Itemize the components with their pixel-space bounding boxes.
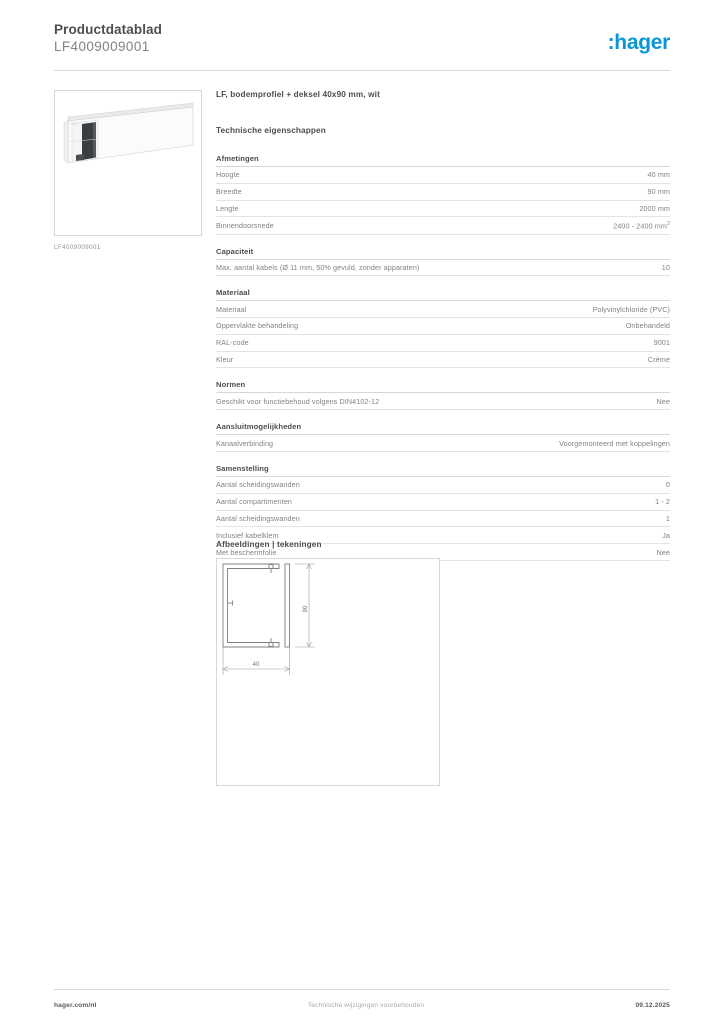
- spec-label: Breedte: [216, 187, 242, 197]
- spec-label: Binnendoorsnede: [216, 221, 274, 231]
- spec-group-list: [216, 154, 670, 561]
- spec-value: Crème: [647, 355, 670, 365]
- page-header: [54, 22, 670, 70]
- document-reference: LF4009009001: [54, 39, 150, 54]
- spec-row: [216, 393, 670, 410]
- header-divider: [54, 70, 670, 71]
- technical-drawing: [216, 558, 440, 786]
- spec-label: Inclusief kabelklem: [216, 530, 279, 540]
- spec-label: Lengte: [216, 203, 239, 213]
- page-footer: [54, 998, 670, 1012]
- spec-row: [216, 352, 670, 369]
- spec-label: Materiaal: [216, 304, 247, 314]
- spec-label: Aantal scheidingswanden: [216, 480, 300, 490]
- spec-value: 9001: [653, 338, 670, 348]
- spec-row: [216, 260, 670, 277]
- spec-group-title: Aansluitmogelijkheden: [216, 422, 670, 435]
- spec-label: Geschikt voor functiebehoud volgens DIN4102-12: [216, 396, 380, 406]
- spec-row: [216, 167, 670, 184]
- spec-value: 90 mm: [647, 187, 670, 197]
- footer-divider: [54, 989, 670, 990]
- spec-group-title: Capaciteit: [216, 247, 670, 260]
- spec-group: [216, 380, 670, 410]
- spec-label: Kleur: [216, 355, 234, 365]
- spec-group: [216, 288, 670, 368]
- spec-value: 0: [665, 480, 670, 490]
- spec-value: Ja: [662, 530, 670, 540]
- spec-row: [216, 435, 670, 452]
- spec-row: [216, 477, 670, 494]
- product-name: LF, bodemprofiel + deksel 40x90 mm, wit: [216, 90, 380, 99]
- spec-value: Onbehandeld: [625, 321, 670, 331]
- spec-row: [216, 494, 670, 511]
- footer-website[interactable]: hager.com/nl: [54, 1001, 97, 1009]
- hager-logo: :hager: [607, 31, 670, 54]
- footer-date: 09.12.2025: [635, 1001, 670, 1009]
- product-image: [54, 90, 202, 236]
- spec-label: Aantal compartimenten: [216, 497, 293, 507]
- spec-value: 1 - 2: [655, 497, 670, 507]
- spec-value: 10: [661, 262, 670, 272]
- spec-group-title: Materiaal: [216, 288, 670, 301]
- spec-row: [216, 201, 670, 218]
- spec-row: [216, 511, 670, 528]
- spec-value: Nee: [656, 396, 670, 406]
- spec-value: Voorgemonteerd met koppelingen: [559, 438, 670, 448]
- spec-value: 2000 mm: [639, 203, 670, 213]
- footer-disclaimer: Technische wijzigingen voorbehouden: [307, 1001, 425, 1009]
- spec-value: [613, 221, 670, 230]
- drawings-section: [216, 540, 670, 786]
- spec-label: Kanaalverbinding: [216, 438, 274, 448]
- trunking-photo-icon: [62, 101, 194, 163]
- spec-value-text: 2400 - 2400 mm: [613, 221, 667, 231]
- spec-group: [216, 422, 670, 452]
- spec-value: Polyvinylchloride (PVC): [592, 304, 670, 314]
- spec-group: [216, 247, 670, 277]
- spec-value: 40 mm: [647, 170, 670, 180]
- spec-group-title: Normen: [216, 380, 670, 393]
- spec-group: [216, 154, 670, 235]
- spec-label: Met beschermfolie: [216, 547, 277, 557]
- spec-group-title: Samenstelling: [216, 464, 670, 477]
- spec-value-superscript: 2: [666, 220, 670, 227]
- drawing-height-dimension: 90: [303, 605, 309, 613]
- spec-label: Max. aantal kabels (Ø 11 mm, 50% gevuld, zonder apparaten): [216, 262, 420, 272]
- spec-row: [216, 184, 670, 201]
- spec-value: Nee: [656, 547, 670, 557]
- spec-label: Aantal scheidingswanden: [216, 513, 300, 523]
- product-figure: [54, 90, 202, 251]
- spec-row: [216, 217, 670, 234]
- page-title: Productdatablad: [54, 22, 163, 37]
- product-image-caption: LF4009009001: [54, 244, 101, 251]
- spec-label: RAL-code: [216, 338, 249, 348]
- spec-row: [216, 301, 670, 318]
- spec-label: Hoogte: [216, 170, 240, 180]
- drawings-title: Afbeeldingen | tekeningen: [216, 540, 322, 549]
- spec-group-title: Afmetingen: [216, 154, 670, 167]
- spec-row: [216, 335, 670, 352]
- spec-label: Oppervlakte behandeling: [216, 321, 299, 331]
- technical-properties-heading: Technische eigenschappen: [216, 126, 326, 135]
- spec-value: 1: [665, 513, 670, 523]
- specifications-panel: [216, 90, 670, 573]
- spec-row: [216, 318, 670, 335]
- drawing-width-dimension: 40: [252, 662, 260, 668]
